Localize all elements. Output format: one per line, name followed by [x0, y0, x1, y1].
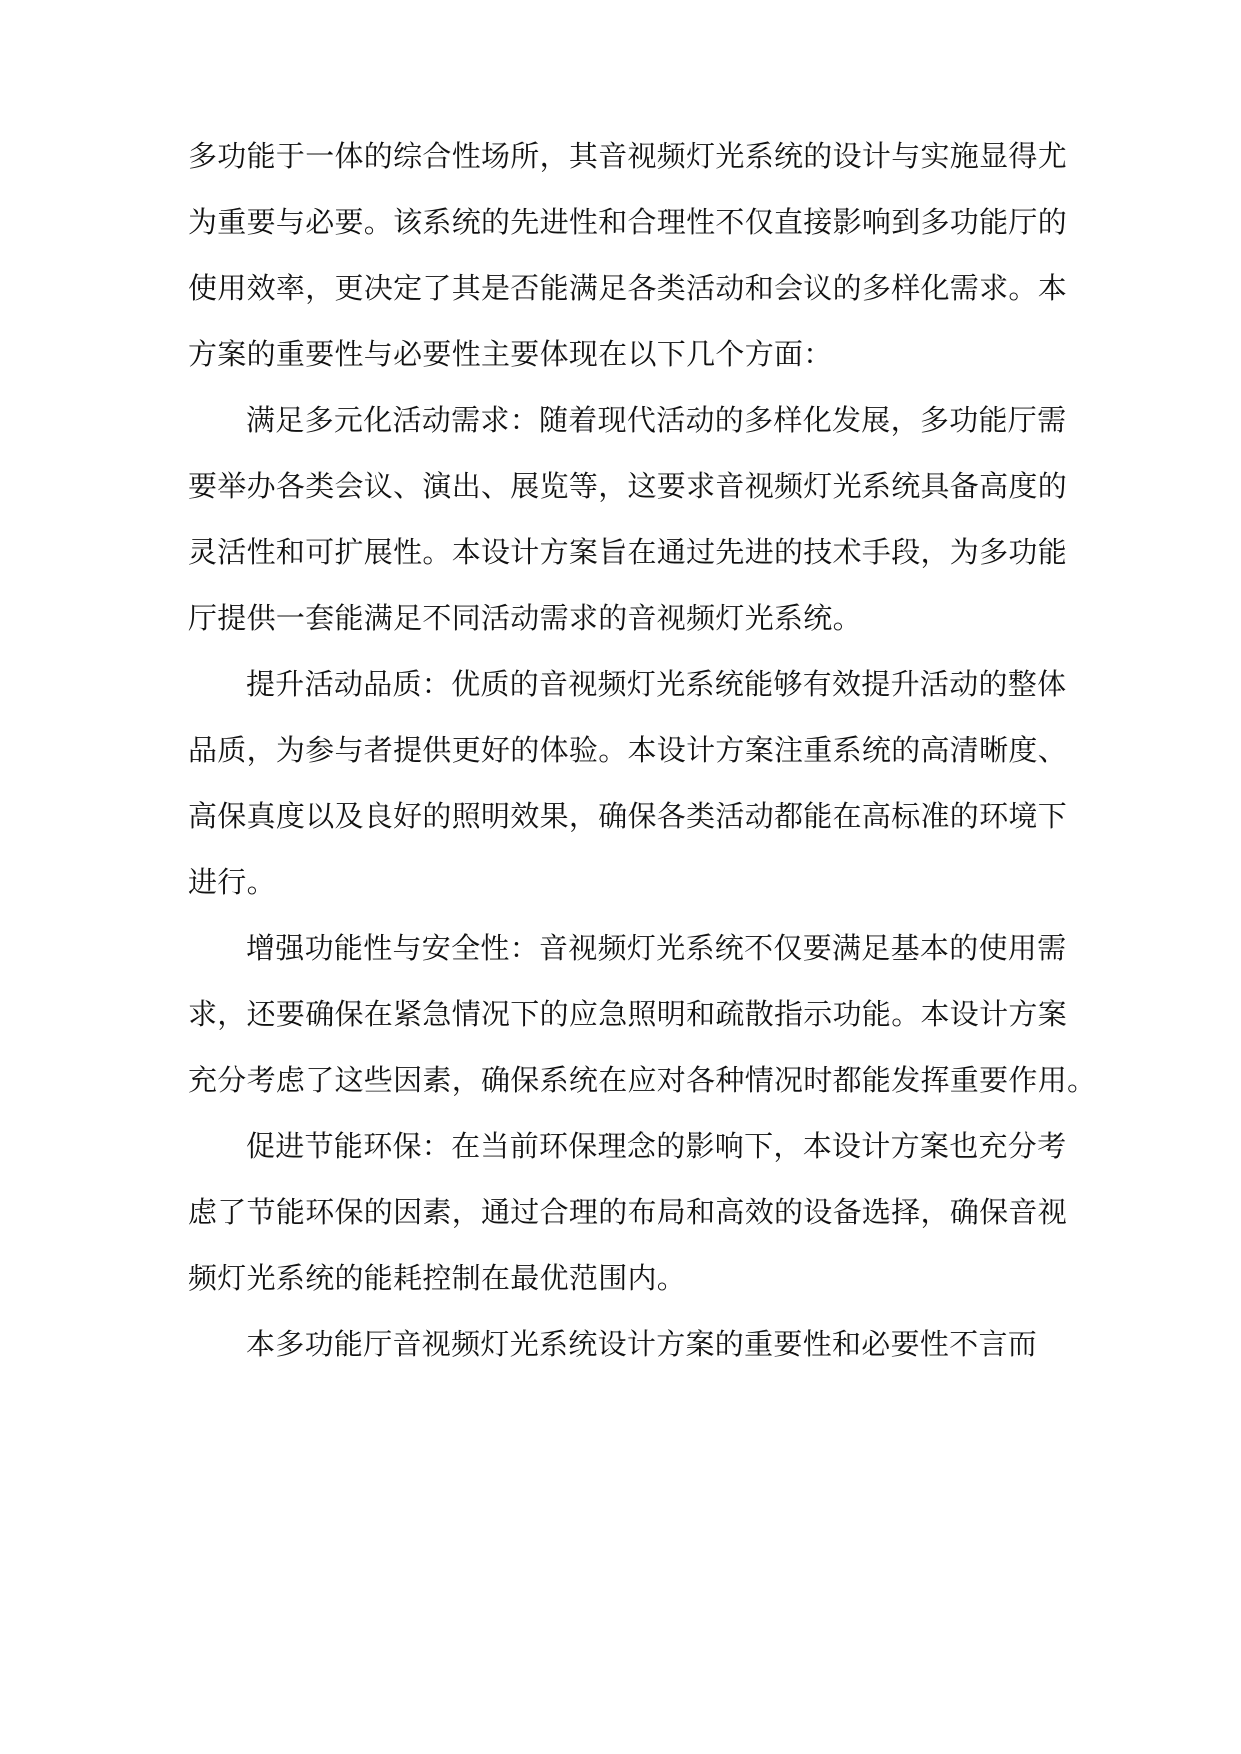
text-line: 虑了节能环保的因素，通过合理的布局和高效的设备选择，确保音视: [188, 1195, 1068, 1229]
text-line: 求，还要确保在紧急情况下的应急照明和疏散指示功能。本设计方案: [188, 997, 1068, 1031]
text-line: 灵活性和可扩展性。本设计方案旨在通过先进的技术手段，为多功能: [188, 535, 1068, 569]
text-line: 使用效率，更决定了其是否能满足各类活动和会议的多样化需求。本: [188, 271, 1068, 305]
text-line: 提升活动品质：优质的音视频灯光系统能够有效提升活动的整体: [246, 667, 1067, 701]
text-line: 方案的重要性与必要性主要体现在以下几个方面：: [188, 337, 833, 371]
text-line: 增强功能性与安全性：音视频灯光系统不仅要满足基本的使用需: [246, 931, 1067, 965]
text-line: 充分考虑了这些因素，确保系统在应对各种情况时都能发挥重要作用。: [188, 1063, 1097, 1097]
text-line: 要举办各类会议、演出、展览等，这要求音视频灯光系统具备高度的: [188, 469, 1068, 503]
text-line: 品质，为参与者提供更好的体验。本设计方案注重系统的高清晰度、: [188, 733, 1068, 767]
text-line: 厅提供一套能满足不同活动需求的音视频灯光系统。: [188, 601, 862, 635]
text-line: 促进节能环保：在当前环保理念的影响下，本设计方案也充分考: [246, 1129, 1067, 1163]
text-line: 为重要与必要。该系统的先进性和合理性不仅直接影响到多功能厅的: [188, 205, 1068, 239]
text-line: 本多功能厅音视频灯光系统设计方案的重要性和必要性不言而: [246, 1327, 1038, 1361]
text-line: 高保真度以及良好的照明效果，确保各类活动都能在高标准的环境下: [188, 799, 1068, 833]
text-line: 满足多元化活动需求：随着现代活动的多样化发展，多功能厅需: [246, 403, 1067, 437]
text-line: 多功能于一体的综合性场所，其音视频灯光系统的设计与实施显得尤: [188, 139, 1068, 173]
text-line: 进行。: [188, 865, 276, 899]
text-line: 频灯光系统的能耗控制在最优范围内。: [188, 1261, 687, 1295]
